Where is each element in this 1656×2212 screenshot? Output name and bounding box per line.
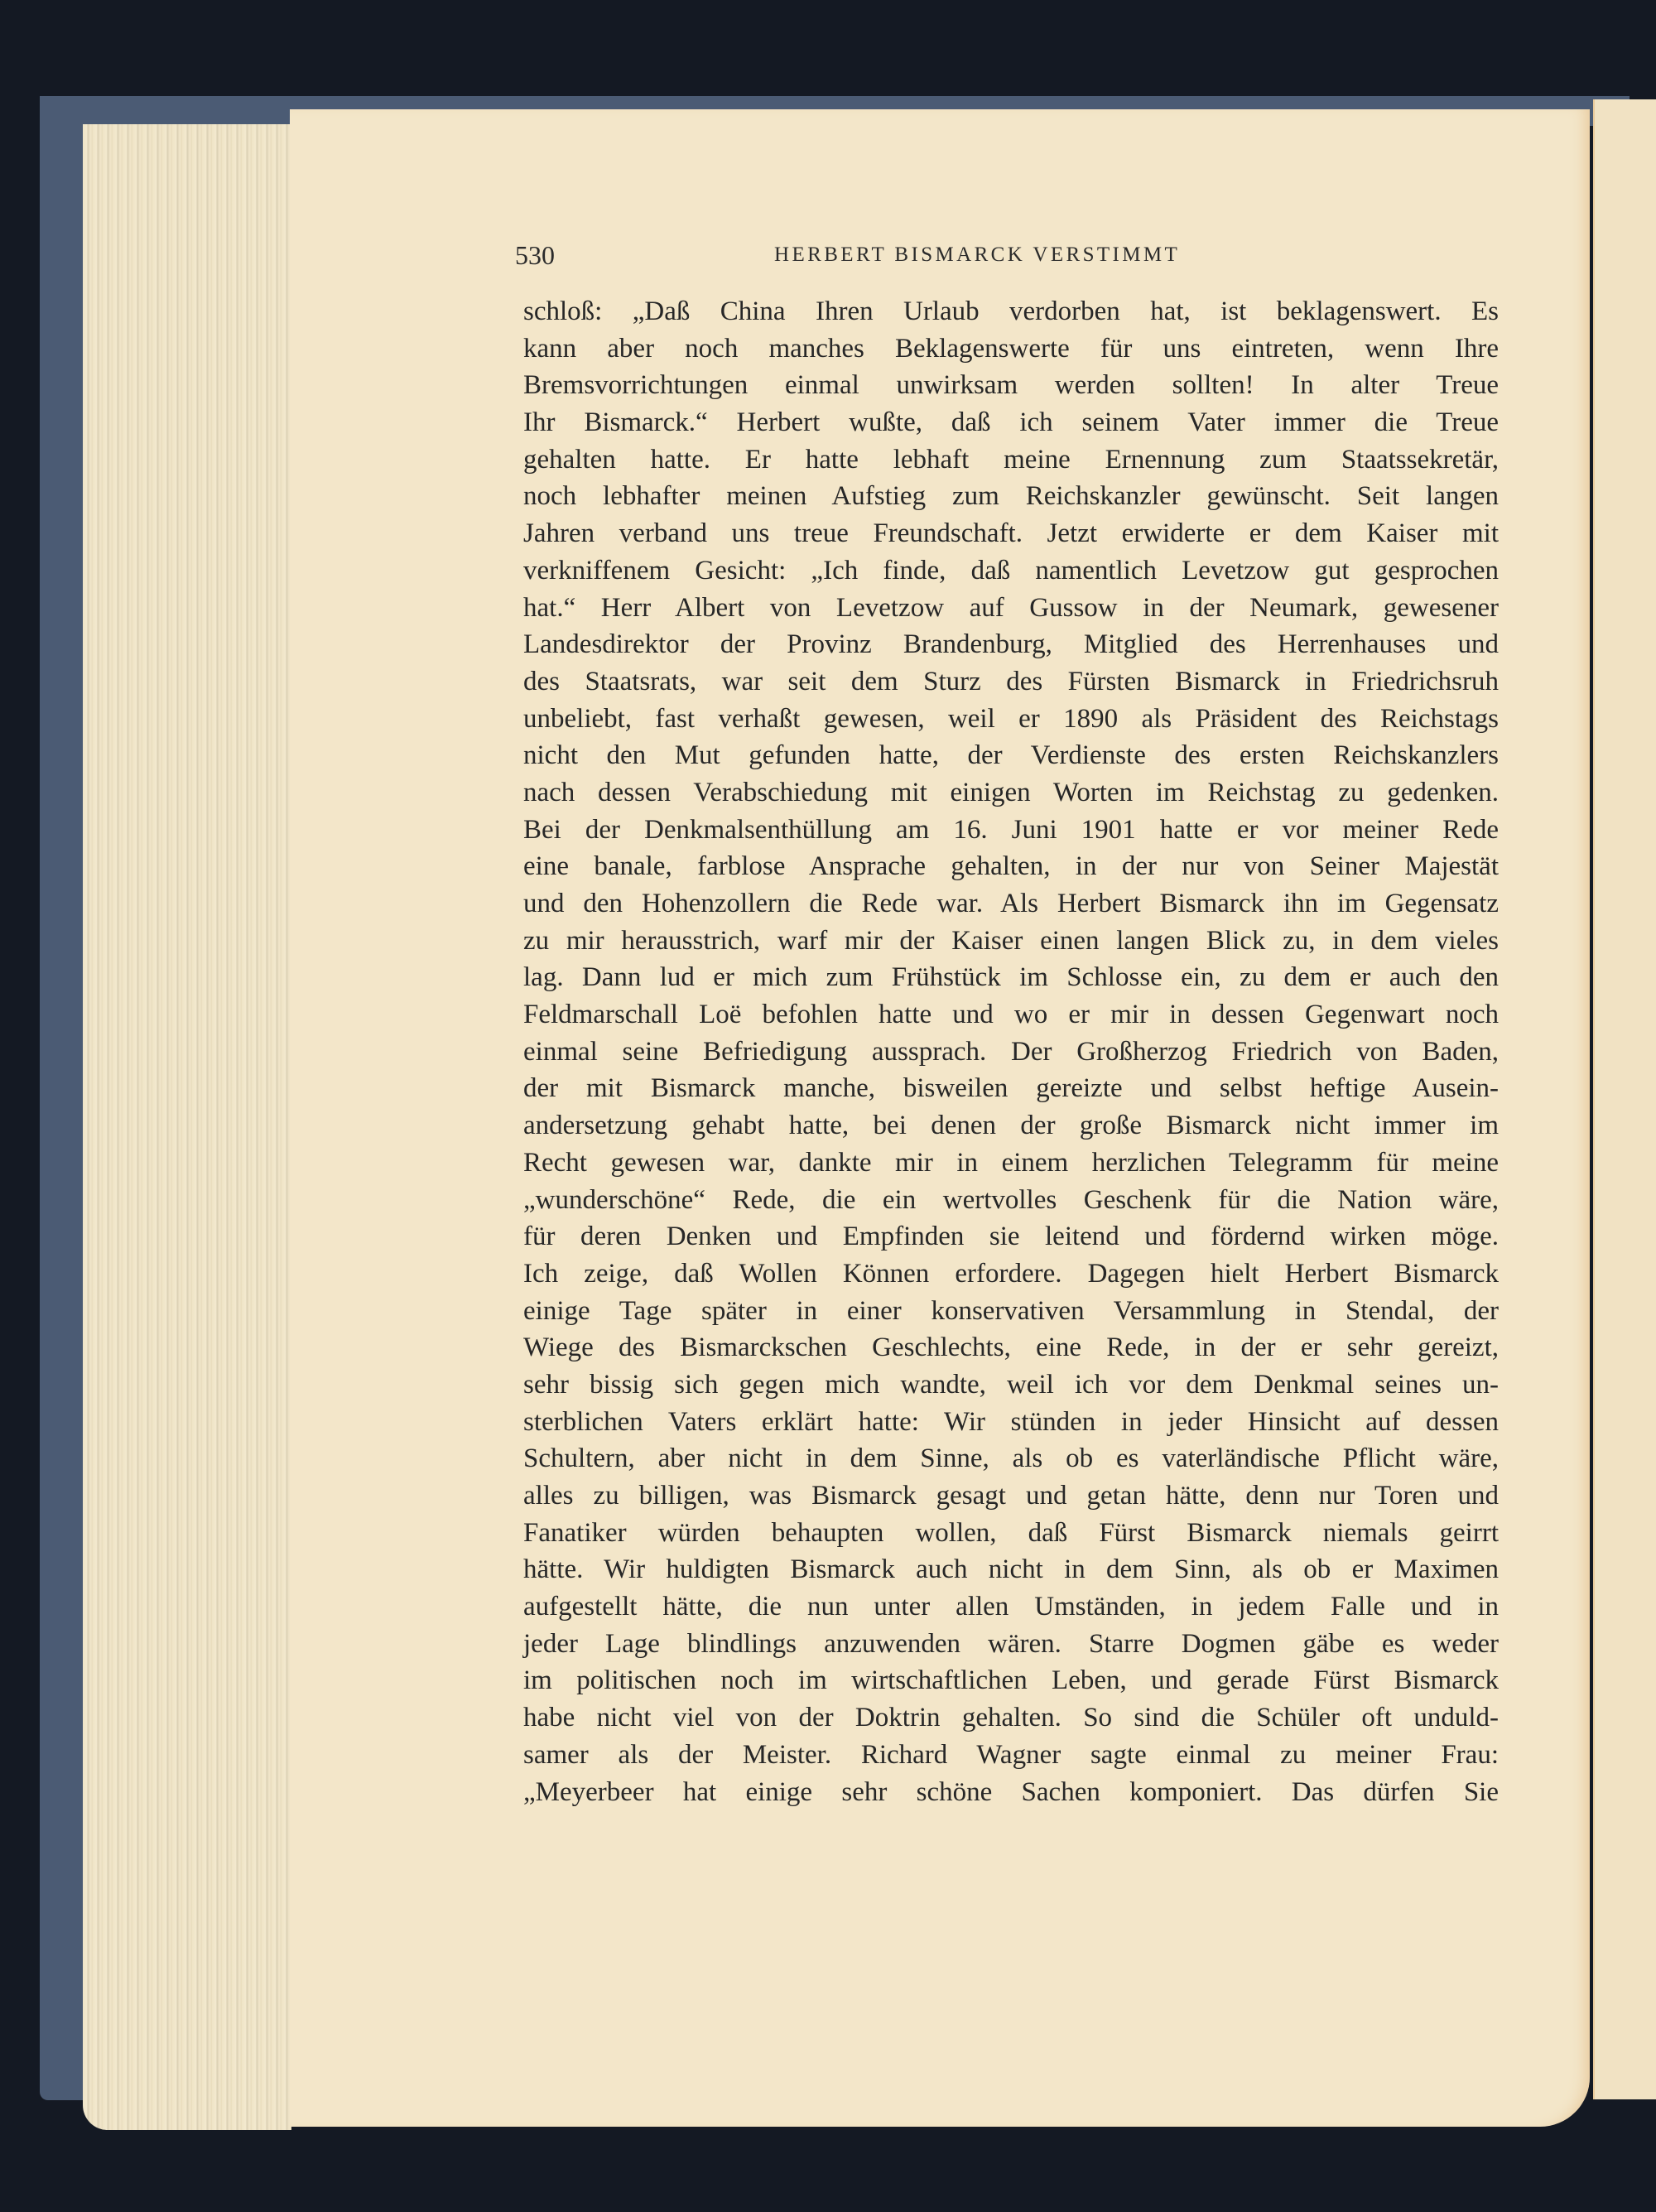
text-line-content: Recht gewesen war, dankte mir in einem herzlichen Telegramm für meine — [523, 1147, 1499, 1178]
text-line — [523, 1182, 1499, 1219]
text-line — [523, 959, 1499, 996]
facing-page-sliver — [1593, 99, 1656, 2099]
text-line-content: sehr bissig sich gegen mich wandte, weil ich vor dem Denkmal seines un- — [523, 1369, 1499, 1400]
text-line — [523, 848, 1499, 885]
text-line — [523, 1404, 1499, 1441]
text-line — [523, 293, 1499, 330]
text-line — [523, 626, 1499, 663]
text-line — [523, 1366, 1499, 1404]
text-line-content: einige Tage später in einer konservativen Versammlung in Stendal, der — [523, 1295, 1499, 1326]
text-line — [523, 701, 1499, 738]
text-line — [523, 1440, 1499, 1477]
text-line — [523, 478, 1499, 515]
text-line-content: noch lebhafter meinen Aufstieg zum Reichskanzler gewünscht. Seit langen — [523, 481, 1499, 512]
text-line — [523, 1515, 1499, 1552]
page-header — [515, 240, 1500, 275]
text-line-content: jeder Lage blindlings anzuwenden wären. Starre Dogmen gäbe es weder — [523, 1628, 1499, 1659]
text-line-content: Ihr Bismarck.“ Herbert wußte, daß ich seinem Vater immer die Treue — [523, 407, 1499, 438]
text-line-content: Wiege des Bismarckschen Geschlechts, eine Rede, in der er sehr gereizt, — [523, 1333, 1499, 1363]
text-line-content: sterblichen Vaters erklärt hatte: Wir stünden in jeder Hinsicht auf dessen — [523, 1406, 1499, 1437]
text-line — [523, 1034, 1499, 1071]
text-line-content: hat.“ Herr Albert von Levetzow auf Gussow in der Neumark, gewesener — [523, 592, 1499, 623]
body-text — [523, 293, 1499, 1810]
text-line-content: zu mir herausstrich, warf mir der Kaiser einen langen Blick zu, in dem vieles — [523, 925, 1499, 956]
text-line-content: unbeliebt, fast verhaßt gewesen, weil er 1890 als Präsident des Reichstags — [523, 703, 1499, 734]
text-line — [523, 1477, 1499, 1515]
text-line-content: Jahren verband uns treue Freundschaft. Jetzt erwiderte er dem Kaiser mit — [523, 518, 1499, 549]
page-number: 530 — [515, 240, 555, 270]
text-line-content: alles zu billigen, was Bismarck gesagt und getan hätte, denn nur Toren und — [523, 1481, 1499, 1511]
text-line — [523, 1699, 1499, 1737]
text-line — [523, 923, 1499, 960]
text-line-content: verkniffenem Gesicht: „Ich finde, daß namentlich Levetzow gut gesprochen — [523, 555, 1499, 586]
text-line-content: lag. Dann lud er mich zum Frühstück im Schlosse ein, zu dem er auch den — [523, 962, 1499, 993]
text-line-content: aufgestellt hätte, die nun unter allen Umständen, in jedem Falle und in — [523, 1592, 1499, 1622]
text-line-content: „wunderschöne“ Rede, die ein wertvolles Geschenk für die Nation wäre, — [523, 1184, 1499, 1215]
text-line-content: für deren Denken und Empfinden sie leitend und fördernd wirken möge. — [523, 1222, 1499, 1252]
text-line-content: eine banale, farblose Ansprache gehalten, in der nur von Seiner Majestät — [523, 851, 1499, 882]
text-line-content: habe nicht viel von der Doktrin gehalten. So sind die Schüler oft unduld- — [523, 1703, 1499, 1733]
text-line-content: samer als der Meister. Richard Wagner sagte einmal zu meiner Frau: — [523, 1739, 1499, 1770]
text-line-content: kann aber noch manches Beklagenswerte für uns eintreten, wenn Ihre — [523, 333, 1499, 364]
text-line — [523, 1626, 1499, 1663]
text-line-content: Feldmarschall Loë befohlen hatte und wo er mir in dessen Gegenwart noch — [523, 1000, 1499, 1030]
text-line-content: Ich zeige, daß Wollen Können erfordere. Dagegen hielt Herbert Bismarck — [523, 1258, 1499, 1289]
text-line — [523, 1774, 1499, 1811]
text-line-content: Schultern, aber nicht in dem Sinne, als ob es vaterländische Pflicht wäre, — [523, 1443, 1499, 1474]
text-line-content: Landesdirektor der Provinz Brandenburg, Mitglied des Herrenhauses und — [523, 629, 1499, 660]
text-line-content: „Meyerbeer hat einige sehr schöne Sachen komponiert. Das dürfen Sie — [523, 1776, 1499, 1807]
text-line — [523, 590, 1499, 627]
text-line — [523, 1588, 1499, 1626]
text-line-content: schloß: „Daß China Ihren Urlaub verdorben hat, ist beklagenswert. Es — [523, 296, 1499, 326]
text-line-content: Bremsvorrichtungen einmal unwirksam werden sollten! In alter Treue — [523, 370, 1499, 401]
text-line-content: Fanatiker würden behaupten wollen, daß Fürst Bismarck niemals geirrt — [523, 1517, 1499, 1548]
text-line — [523, 996, 1499, 1034]
text-line — [523, 774, 1499, 812]
text-line — [523, 1329, 1499, 1366]
text-line — [523, 1662, 1499, 1699]
text-line — [523, 1070, 1499, 1107]
text-line — [523, 885, 1499, 923]
text-line-content: des Staatsrats, war seit dem Sturz des Fürsten Bismarck in Friedrichsruh — [523, 666, 1499, 696]
text-line — [523, 1255, 1499, 1293]
text-line-content: andersetzung gehabt hatte, bei denen der große Bismarck nicht immer im — [523, 1111, 1499, 1141]
text-line — [523, 1737, 1499, 1774]
text-line — [523, 404, 1499, 441]
text-line — [523, 1218, 1499, 1255]
text-line — [523, 552, 1499, 590]
text-line-content: hätte. Wir huldigten Bismarck auch nicht in dem Sinn, als ob er Maximen — [523, 1554, 1499, 1585]
text-line-content: im politischen noch im wirtschaftlichen Leben, und gerade Fürst Bismarck — [523, 1665, 1499, 1696]
text-line — [523, 663, 1499, 701]
text-line — [523, 441, 1499, 479]
text-line-content: gehalten hatte. Er hatte lebhaft meine Ernennung zum Staatssekretär, — [523, 444, 1499, 475]
text-line-content: Bei der Denkmalsenthüllung am 16. Juni 1901 hatte er vor meiner Rede — [523, 814, 1499, 845]
text-line-content: der mit Bismarck manche, bisweilen gereizte und selbst heftige Ausein- — [523, 1073, 1499, 1104]
page-block-edges — [83, 124, 291, 2130]
text-line — [523, 1551, 1499, 1588]
text-line-content: nach dessen Verabschiedung mit einigen Worten im Reichstag zu gedenken. — [523, 777, 1499, 807]
running-title: HERBERT BISMARCK VERSTIMMT — [774, 243, 1181, 266]
text-line-content: nicht den Mut gefunden hatte, der Verdienste des ersten Reichskanzlers — [523, 740, 1499, 771]
text-line — [523, 330, 1499, 368]
text-line-content: und den Hohenzollern die Rede war. Als Herbert Bismarck ihn im Gegensatz — [523, 889, 1499, 918]
text-line — [523, 737, 1499, 774]
text-line — [523, 1107, 1499, 1145]
text-line-content: einmal seine Befriedigung aussprach. Der Großherzog Friedrich von Baden, — [523, 1036, 1499, 1067]
text-line — [523, 1293, 1499, 1330]
text-line — [523, 1145, 1499, 1182]
text-line — [523, 515, 1499, 552]
text-line — [523, 812, 1499, 849]
text-line — [523, 367, 1499, 404]
